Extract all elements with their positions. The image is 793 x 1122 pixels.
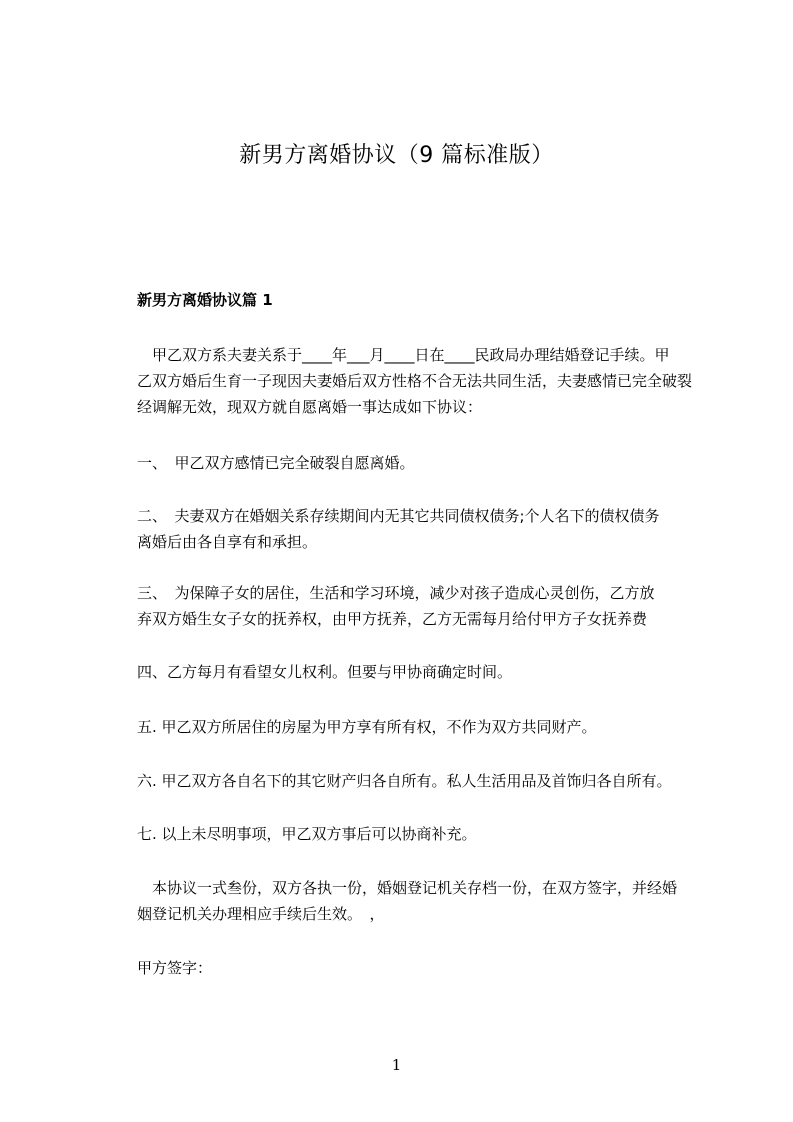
paragraph-line: 三、 为保障子女的居住，生活和学习环境，减少对孩子造成心灵创伤，乙方放 — [137, 584, 655, 602]
paragraph-line: 六. 甲乙双方各自名下的其它财产归各自所有。私人生活用品及首饰归各自所有。 — [137, 772, 672, 790]
paragraph-line: 一、 甲乙双方感情已完全破裂自愿离婚。 — [137, 454, 415, 472]
paragraph-intro — [137, 342, 711, 420]
document-title: 新男方离婚协议（9 篇标准版） — [239, 143, 554, 168]
paragraph-line: 离婚后由各自享有和承担。 — [137, 533, 318, 551]
section-heading: 新男方离婚协议篇 1 — [137, 291, 273, 309]
paragraph-item-6 — [137, 768, 711, 794]
paragraph-item-7 — [137, 821, 711, 847]
paragraph-item-5 — [137, 714, 711, 740]
paragraph-line: 二、 夫妻双方在婚姻关系存续期间内无其它共同债权债务;个人名下的债权债务 — [137, 507, 660, 525]
paragraph-line: 经调解无效，现双方就自愿离婚一事达成如下协议： — [137, 398, 483, 416]
paragraph-line: 本协议一式叁份，双方各执一份，婚姻登记机关存档一份，在双方签字，并经婚 — [137, 879, 678, 897]
paragraph-line: 姻登记机关办理相应手续后生效。 ， — [137, 905, 385, 923]
paragraph-line: 五. 甲乙双方所居住的房屋为甲方享有所有权，不作为双方共同财产。 — [137, 718, 597, 736]
paragraph-line: 甲方签字： — [137, 959, 213, 977]
paragraph-item-4 — [137, 659, 711, 685]
paragraph-item-2 — [137, 503, 711, 555]
paragraph-line: 七. 以上未尽明事项，甲乙双方事后可以协商补充。 — [137, 825, 477, 843]
paragraph-line: 弃双方婚生女子女的抚养权，由甲方抚养，乙方无需每月给付甲方子女抚养费 — [137, 610, 648, 628]
paragraph-line: 四、乙方每月有看望女儿权利。但要与甲协商确定时间。 — [137, 663, 513, 681]
paragraph-item-3 — [137, 580, 711, 632]
signature-line — [137, 955, 711, 981]
paragraph-line: 甲乙双方系夫妻关系于____年___月____日在____民政局办理结婚登记手续。甲 — [137, 346, 670, 364]
paragraph-line: 乙双方婚后生育一子现因夫妻婚后双方性格不合无法共同生活，夫妻感情已完全破裂 — [137, 372, 693, 390]
paragraph-item-1 — [137, 450, 711, 476]
paragraph-closing — [137, 875, 711, 927]
page-number: 1 — [391, 1056, 402, 1074]
